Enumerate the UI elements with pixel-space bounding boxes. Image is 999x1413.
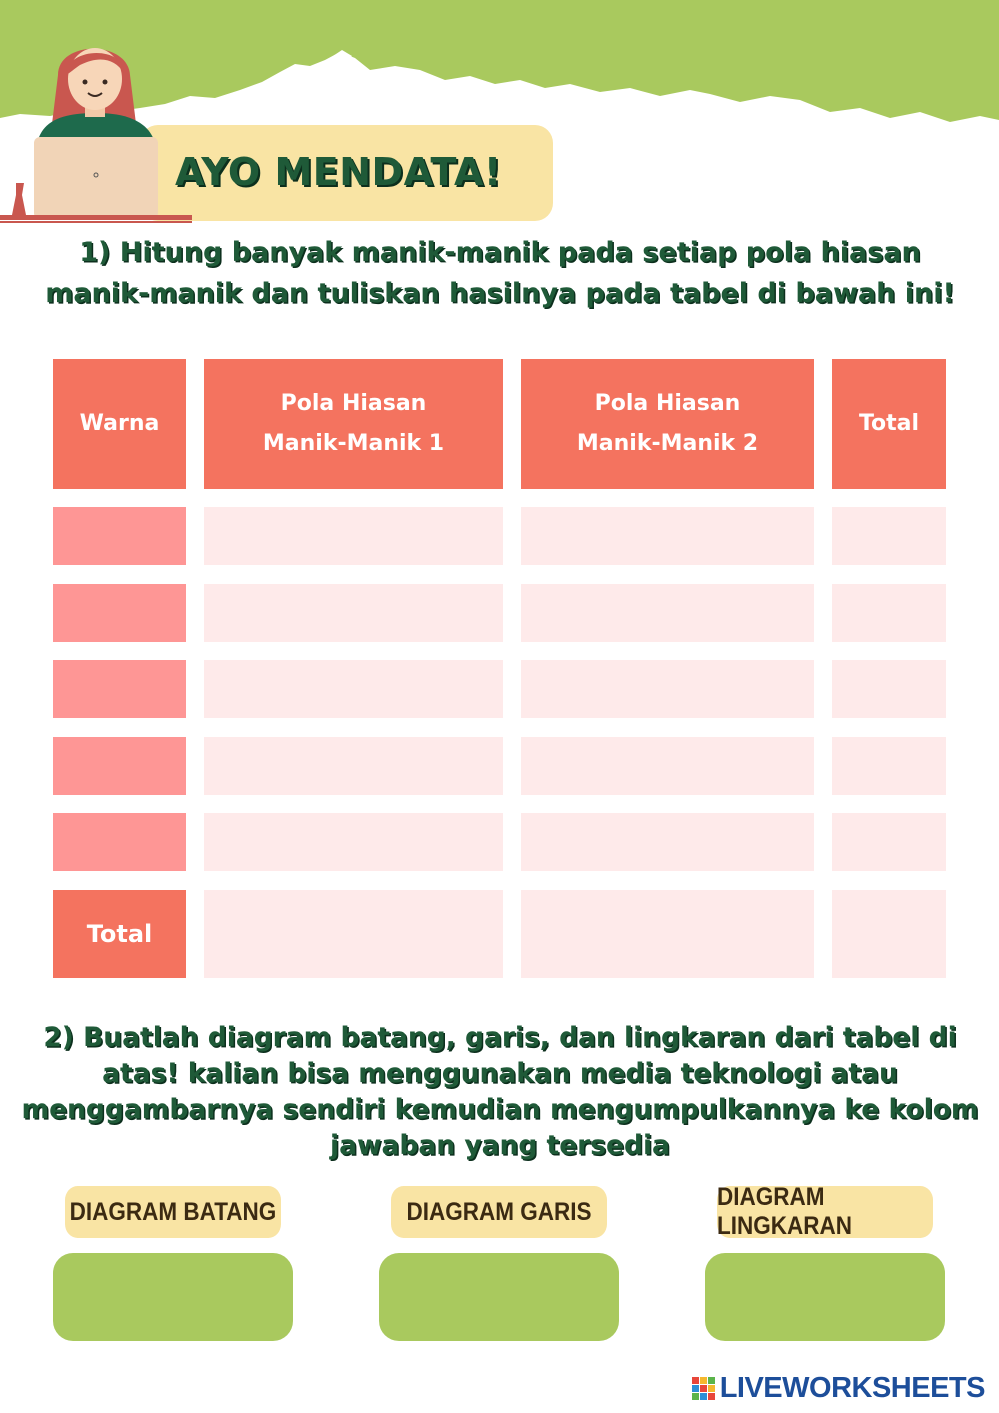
header-pola-2-line1: Pola Hiasan xyxy=(594,391,741,416)
total-row-pola-1-input[interactable] xyxy=(204,890,503,978)
row-2-warna[interactable] xyxy=(53,584,186,642)
row-1-pola-2[interactable] xyxy=(521,507,814,565)
row-3-total[interactable] xyxy=(832,660,946,718)
row-3-pola-2-input[interactable] xyxy=(521,660,814,718)
row-5-total-input[interactable] xyxy=(832,813,946,871)
row-5-total[interactable] xyxy=(832,813,946,871)
total-row-pola-2[interactable] xyxy=(521,890,814,978)
row-2-pola-1-input[interactable] xyxy=(204,584,503,642)
header-pola-2-line2: Manik-Manik 2 xyxy=(576,431,759,456)
row-3-pola-2[interactable] xyxy=(521,660,814,718)
row-5-pola-2-input[interactable] xyxy=(521,813,814,871)
row-2-warna-input[interactable] xyxy=(53,584,186,642)
total-row-text: Total xyxy=(86,920,153,948)
row-2-pola-1[interactable] xyxy=(204,584,503,642)
header-pola-2 xyxy=(521,359,814,489)
total-row-total[interactable] xyxy=(832,890,946,978)
row-3-pola-1[interactable] xyxy=(204,660,503,718)
header-pola-1-line1: Pola Hiasan xyxy=(280,391,427,416)
row-1-pola-2-input[interactable] xyxy=(521,507,814,565)
row-2-total-input[interactable] xyxy=(832,584,946,642)
label-diagram-lingkaran: DIAGRAM LINGKARAN xyxy=(717,1186,933,1238)
row-4-total[interactable] xyxy=(832,737,946,795)
answer-box-lingkaran[interactable] xyxy=(705,1253,945,1341)
row-5-pola-1[interactable] xyxy=(204,813,503,871)
row-3-warna[interactable] xyxy=(53,660,186,718)
row-4-pola-2-input[interactable] xyxy=(521,737,814,795)
total-row-label xyxy=(53,890,186,978)
header-pola-1-line2: Manik-Manik 1 xyxy=(262,431,445,456)
row-1-total-input[interactable] xyxy=(832,507,946,565)
row-4-pola-1[interactable] xyxy=(204,737,503,795)
page-title: AYO MENDATA! xyxy=(175,150,502,194)
row-4-warna-input[interactable] xyxy=(53,737,186,795)
row-5-pola-2[interactable] xyxy=(521,813,814,871)
header-total xyxy=(832,359,946,489)
row-4-total-input[interactable] xyxy=(832,737,946,795)
row-3-warna-input[interactable] xyxy=(53,660,186,718)
total-row-pola-2-input[interactable] xyxy=(521,890,814,978)
row-5-warna-input[interactable] xyxy=(53,813,186,871)
row-1-total[interactable] xyxy=(832,507,946,565)
girl-laptop-illustration xyxy=(0,35,195,230)
row-1-pola-1[interactable] xyxy=(204,507,503,565)
brand-text: LIVEWORKSHEETS xyxy=(719,1372,985,1404)
answer-box-garis[interactable] xyxy=(379,1253,619,1341)
header-warna-label: Warna xyxy=(79,411,160,436)
row-2-pola-2-input[interactable] xyxy=(521,584,814,642)
row-5-pola-1-input[interactable] xyxy=(204,813,503,871)
question-2: 2) Buatlah diagram batang, garis, dan lingkaran dari tabel di atas! kalian bisa menggunakan media teknologi atau menggambarnya sendiri kemudian mengumpulkannya ke kolom jawaban yang tersedia xyxy=(21,1022,979,1161)
row-2-total[interactable] xyxy=(832,584,946,642)
total-row-total-input[interactable] xyxy=(832,890,946,978)
header-total-label: Total xyxy=(858,411,920,436)
liveworksheets-logo-icon xyxy=(692,1377,716,1401)
label-diagram-garis: DIAGRAM GARIS xyxy=(391,1186,607,1238)
row-2-pola-2[interactable] xyxy=(521,584,814,642)
liveworksheets-brand xyxy=(692,1372,985,1405)
row-4-pola-1-input[interactable] xyxy=(204,737,503,795)
row-4-warna[interactable] xyxy=(53,737,186,795)
total-row-pola-1[interactable] xyxy=(204,890,503,978)
header-warna xyxy=(53,359,186,489)
row-1-warna[interactable] xyxy=(53,507,186,565)
row-3-total-input[interactable] xyxy=(832,660,946,718)
header-pola-1 xyxy=(204,359,503,489)
answer-box-batang[interactable] xyxy=(53,1253,293,1341)
row-3-pola-1-input[interactable] xyxy=(204,660,503,718)
row-5-warna[interactable] xyxy=(53,813,186,871)
question-1: 1) Hitung banyak manik-manik pada setiap pola hiasan manik-manik dan tuliskan hasilnya pada tabel di bawah ini! xyxy=(45,237,955,309)
row-1-warna-input[interactable] xyxy=(53,507,186,565)
label-diagram-batang: DIAGRAM BATANG xyxy=(65,1186,281,1238)
row-4-pola-2[interactable] xyxy=(521,737,814,795)
row-1-pola-1-input[interactable] xyxy=(204,507,503,565)
